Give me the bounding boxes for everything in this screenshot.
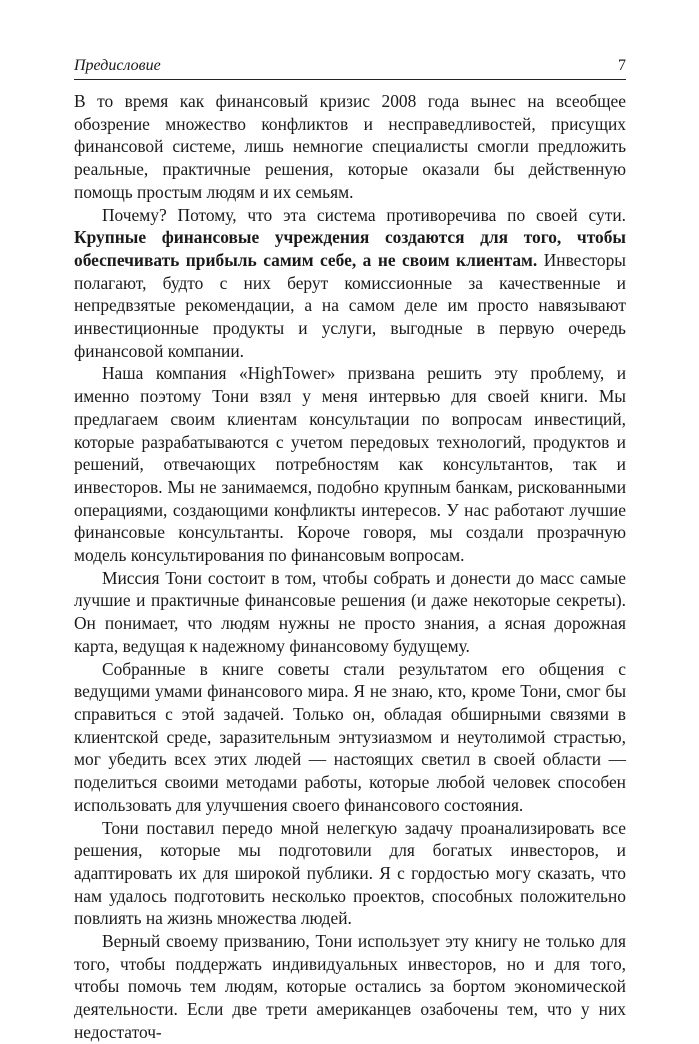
paragraph-3 [74,362,626,566]
section-title: Предисловие [74,57,161,74]
book-page [74,56,626,1044]
paragraph-text: Наша компания «HighTower» призвана решить эту проблему, и именно поэтому Тони взял у меня интервью для своей книги. Мы предлагаем своим клиентам консультации по вопросам инвестиций, которые разрабатываются с учетом передовых технологий, продуктов и решений, отвечающих потребностям как консультантов, так и инвесторов. Мы не занимаемся, подобно крупным банкам, рискованными операциями, создающими конфликты интересов. У нас работают лучшие финансовые консультанты. Короче говоря, мы создали прозрачную модель консультирования по финансовым вопросам. [74,363,626,566]
paragraph-2 [74,204,626,363]
paragraph-1 [74,90,626,204]
paragraph-text: Почему? Потому, что эта система противоречива по своей сути. [102,204,626,225]
running-header [74,56,626,80]
page-number: 7 [618,57,626,74]
bold-emphasis: Крупные финансовые учреждения создаются для того, чтобы обеспечивать прибыль самим себе, а не своим клиентам. [74,227,626,270]
paragraph-text: Верный своему призванию, Тони использует эту книгу не только для того, чтобы поддержать индивидуальных инвесторов, но и для того, чтобы помочь тем людям, которые остались за бортом экономической деятельности. Если две трети американцев озабочены тем, что у них недостаточ- [74,931,626,1042]
paragraph-text: Собранные в книге советы стали результатом его общения с ведущими умами финансового мира. Я не знаю, кто, кроме Тони, смог бы справиться с этой задачей. Только он, обладая обширными связями в клиентской среде, заразительным энтузиазмом и неутолимой страстью, мог убедить всех этих людей — настоящих светил в своей области — поделиться своими методами работы, которые любой человек способен использовать для улучшения своего финансового состояния. [74,658,626,815]
paragraph-5 [74,658,626,817]
paragraph-text: В то время как финансовый кризис 2008 года вынес на всеобщее обозрение множество конфликтов и несправедливостей, присущих финансовой системе, лишь немногие специалисты смогли предложить реальные, практичные решения, которые оказали бы действенную помощь простым людям и их семьям. [74,91,626,202]
paragraph-6 [74,817,626,931]
paragraph-4 [74,567,626,658]
paragraph-7 [74,930,626,1044]
paragraph-text: Тони поставил передо мной нелегкую задачу проанализировать все решения, которые мы подготовили для богатых инвесторов, и адаптировать их для широкой публики. Я с гордостью могу сказать, что нам удалось подготовить несколько проектов, способных положительно повлиять на жизнь множества людей. [74,817,626,929]
body-text [74,90,626,1044]
paragraph-text: Миссия Тони состоит в том, чтобы собрать и донести до масс самые лучшие и практичные финансовые решения (и даже некоторые секреты). Он понимает, что людям нужны не просто знания, а ясная дорожная карта, ведущая к надежному финансовому будущему. [74,567,626,656]
paragraph-text: Инвесторы полагают, будто с них берут комиссионные за качественные и непредвзятые рекомендации, а на самом деле им просто навязывают инвестиционные продукты и услуги, выгодные в первую очередь финансовой компании. [74,249,626,361]
